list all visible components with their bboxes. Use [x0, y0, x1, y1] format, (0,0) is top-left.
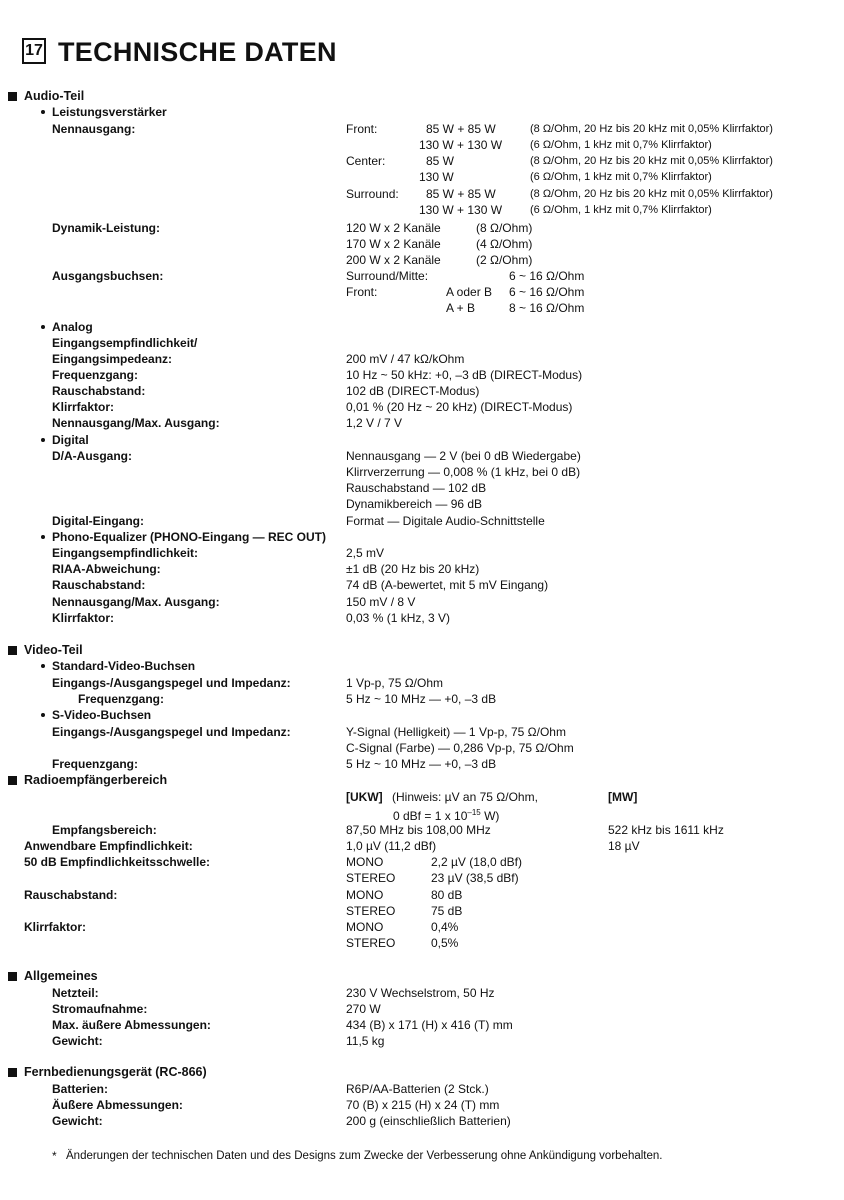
- bullet-square-icon: [8, 972, 17, 981]
- buchsen-value: 8 ~ 16 Ω/Ohm: [509, 301, 585, 315]
- buchsen-ab: A oder B: [446, 285, 493, 299]
- spec-value: 270 W: [346, 1002, 381, 1016]
- buchsen-value: 6 ~ 16 Ω/Ohm: [509, 269, 585, 283]
- spec-value: 87,50 MHz bis 108,00 MHz: [346, 823, 491, 837]
- spec-value: 0,03 % (1 kHz, 3 V): [346, 611, 451, 625]
- center-label: Center:: [346, 154, 386, 168]
- radio-note: [393, 806, 499, 823]
- spec-value: 0,01 % (20 Hz ~ 20 kHz) (DIRECT-Modus): [346, 400, 573, 414]
- mw-value: 18 µV: [608, 839, 640, 853]
- spec-label: Netzteil:: [52, 986, 99, 1000]
- section-number-box: 17: [22, 38, 46, 64]
- buchsen-value: 6 ~ 16 Ω/Ohm: [509, 285, 585, 299]
- dbf-unit: W): [480, 809, 500, 823]
- power-note: (6 Ω/Ohm, 1 kHz mit 0,7% Klirrfaktor): [530, 139, 712, 151]
- buchsen-ab: A + B: [446, 301, 476, 315]
- spec-value: Klirrverzerrung — 0,008 % (1 kHz, bei 0 dB): [346, 465, 581, 479]
- spec-value: Y-Signal (Helligkeit) — 1 Vp-p, 75 Ω/Ohm: [346, 725, 566, 739]
- dynamik-note: (8 Ω/Ohm): [476, 221, 533, 235]
- surround-label: Surround:: [346, 187, 399, 201]
- spec-value: 1,2 V / 7 V: [346, 416, 403, 430]
- spec-label: Rauschabstand:: [24, 888, 118, 902]
- front-label: Front:: [346, 122, 378, 136]
- spec-value: 2,2 µV (18,0 dBf): [431, 855, 522, 869]
- spec-label: 50 dB Empfindlichkeitsschwelle:: [24, 855, 211, 869]
- spec-label: Nennausgang/Max. Ausgang:: [52, 595, 220, 609]
- bullet-dot-icon: [41, 535, 45, 539]
- spec-label: D/A-Ausgang:: [52, 449, 132, 463]
- dynamik-note: (2 Ω/Ohm): [476, 253, 533, 267]
- buchsen-sub: Front:: [346, 285, 378, 299]
- mono-label: MONO: [346, 855, 384, 869]
- power-note: (6 Ω/Ohm, 1 kHz mit 0,7% Klirrfaktor): [530, 171, 712, 183]
- page-title: TECHNISCHE DATEN: [58, 37, 337, 67]
- spec-value: 75 dB: [431, 904, 463, 918]
- power-value: 130 W + 130 W: [419, 138, 503, 152]
- radio-heading: Radioempfängerbereich: [24, 773, 168, 787]
- spec-label: Anwendbare Empfindlichkeit:: [24, 839, 193, 853]
- spec-value: 10 Hz ~ 50 kHz: +0, –3 dB (DIRECT-Modus): [346, 368, 583, 382]
- stereo-label: STEREO: [346, 871, 396, 885]
- mono-label: MONO: [346, 920, 384, 934]
- power-value: 85 W + 85 W: [426, 187, 496, 201]
- std-video-heading: Standard-Video-Buchsen: [52, 659, 196, 673]
- spec-label: Klirrfaktor:: [52, 611, 115, 625]
- spec-label: Empfangsbereich:: [52, 823, 157, 837]
- spec-value: 0,5%: [431, 936, 459, 950]
- bullet-square-icon: [8, 776, 17, 785]
- spec-value: 74 dB (A-bewertet, mit 5 mV Eingang): [346, 578, 549, 592]
- spec-label: Eingangsimpedeanz:: [52, 352, 173, 366]
- spec-value: 5 Hz ~ 10 MHz — +0, –3 dB: [346, 692, 497, 706]
- dbf-text: 0 dBf = 1 x 10: [393, 809, 468, 823]
- spec-label: Max. äußere Abmessungen:: [52, 1018, 211, 1032]
- power-value: 130 W: [419, 170, 454, 184]
- spec-value: R6P/AA-Batterien (2 Stck.): [346, 1082, 489, 1096]
- bullet-square-icon: [8, 92, 17, 101]
- stereo-label: STEREO: [346, 904, 396, 918]
- spec-value: 11,5 kg: [346, 1034, 385, 1048]
- spec-value: 70 (B) x 215 (H) x 24 (T) mm: [346, 1098, 500, 1112]
- spec-label: Rauschabstand:: [52, 384, 146, 398]
- spec-value: 1,0 µV (11,2 dBf): [346, 839, 437, 853]
- dynamik-label: Dynamik-Leistung:: [52, 221, 161, 235]
- buchsen-sub: Surround/Mitte:: [346, 269, 429, 283]
- bullet-dot-icon: [41, 438, 45, 442]
- bullet-square-icon: [8, 1068, 17, 1077]
- svideo-heading: S-Video-Buchsen: [52, 708, 152, 722]
- power-value: 85 W + 85 W: [426, 122, 496, 136]
- audio-heading: Audio-Teil: [24, 89, 85, 103]
- spec-value: Nennausgang — 2 V (bei 0 dB Wiedergabe): [346, 449, 581, 463]
- spec-value: 2,5 mV: [346, 546, 385, 560]
- spec-label: Äußere Abmessungen:: [52, 1098, 183, 1112]
- spec-label: Klirrfaktor:: [52, 400, 115, 414]
- power-value: 130 W + 130 W: [419, 203, 503, 217]
- spec-label: Eingangs-/Ausgangspegel und Impedanz:: [52, 725, 291, 739]
- amp-heading: Leistungsverstärker: [52, 105, 167, 119]
- analog-heading: Analog: [52, 320, 93, 334]
- spec-value: 150 mV / 8 V: [346, 595, 416, 609]
- spec-label: Stromaufnahme:: [52, 1002, 148, 1016]
- bullet-square-icon: [8, 646, 17, 655]
- nennausgang-label: Nennausgang:: [52, 122, 136, 136]
- mono-label: MONO: [346, 888, 384, 902]
- spec-label: Klirrfaktor:: [24, 920, 87, 934]
- spec-label: Batterien:: [52, 1082, 109, 1096]
- spec-label: Gewicht:: [52, 1114, 103, 1128]
- spec-label: Eingangsempfindlichkeit:: [52, 546, 199, 560]
- dynamik-value: 120 W x 2 Kanäle: [346, 221, 441, 235]
- radio-note: (Hinweis: µV an 75 Ω/Ohm,: [392, 790, 538, 804]
- spec-label: Digital-Eingang:: [52, 514, 144, 528]
- spec-value: 102 dB (DIRECT-Modus): [346, 384, 480, 398]
- spec-value: C-Signal (Farbe) — 0,286 Vp-p, 75 Ω/Ohm: [346, 741, 574, 755]
- power-note: (6 Ω/Ohm, 1 kHz mit 0,7% Klirrfaktor): [530, 204, 712, 216]
- mw-value: 522 kHz bis 1611 kHz: [608, 823, 724, 837]
- spec-label: Eingangsempfindlichkeit/: [52, 336, 198, 350]
- spec-value: 200 mV / 47 kΩ/kOhm: [346, 352, 465, 366]
- dynamik-value: 170 W x 2 Kanäle: [346, 237, 441, 251]
- spec-label: Gewicht:: [52, 1034, 103, 1048]
- power-value: 85 W: [426, 154, 455, 168]
- spec-label: Frequenzgang:: [52, 757, 138, 771]
- bullet-dot-icon: [41, 713, 45, 717]
- remote-heading: Fernbedienungsgerät (RC-866): [24, 1065, 207, 1079]
- mw-heading: [MW]: [608, 790, 638, 804]
- spec-value: Format — Digitale Audio-Schnittstelle: [346, 514, 545, 528]
- spec-label: RIAA-Abweichung:: [52, 562, 161, 576]
- dbf-exponent: –15: [467, 808, 481, 817]
- spec-value: 200 g (einschließlich Batterien): [346, 1114, 511, 1128]
- spec-label: Frequenzgang:: [78, 692, 164, 706]
- video-heading: Video-Teil: [24, 643, 83, 657]
- spec-value: 230 V Wechselstrom, 50 Hz: [346, 986, 495, 1000]
- spec-value: 434 (B) x 171 (H) x 416 (T) mm: [346, 1018, 513, 1032]
- digital-heading: Digital: [52, 433, 89, 447]
- bullet-dot-icon: [41, 664, 45, 668]
- spec-label: Nennausgang/Max. Ausgang:: [52, 416, 220, 430]
- power-note: (8 Ω/Ohm, 20 Hz bis 20 kHz mit 0,05% Klirrfaktor): [530, 123, 773, 135]
- spec-label: Rauschabstand:: [52, 578, 146, 592]
- stereo-label: STEREO: [346, 936, 396, 950]
- spec-label: Frequenzgang:: [52, 368, 138, 382]
- spec-value: Dynamikbereich — 96 dB: [346, 497, 483, 511]
- phono-heading: Phono-Equalizer (PHONO-Eingang — REC OUT): [52, 530, 326, 544]
- ausgangsbuchsen-label: Ausgangsbuchsen:: [52, 269, 164, 283]
- bullet-dot-icon: [41, 110, 45, 114]
- power-note: (8 Ω/Ohm, 20 Hz bis 20 kHz mit 0,05% Klirrfaktor): [530, 188, 773, 200]
- footnote-text: Änderungen der technischen Daten und des Designs zum Zwecke der Verbesserung ohne Ankündigung vorbehalten.: [66, 1150, 663, 1162]
- footnote-star: *: [52, 1149, 57, 1163]
- spec-value: 23 µV (38,5 dBf): [431, 871, 519, 885]
- dynamik-note: (4 Ω/Ohm): [476, 237, 533, 251]
- ukw-heading: [UKW]: [346, 790, 383, 804]
- spec-value: ±1 dB (20 Hz bis 20 kHz): [346, 562, 480, 576]
- spec-value: 0,4%: [431, 920, 459, 934]
- spec-label: Eingangs-/Ausgangspegel und Impedanz:: [52, 676, 291, 690]
- bullet-dot-icon: [41, 325, 45, 329]
- spec-value: Rauschabstand — 102 dB: [346, 481, 487, 495]
- dynamik-value: 200 W x 2 Kanäle: [346, 253, 441, 267]
- spec-value: 80 dB: [431, 888, 463, 902]
- general-heading: Allgemeines: [24, 969, 98, 983]
- spec-value: 5 Hz ~ 10 MHz — +0, –3 dB: [346, 757, 497, 771]
- power-note: (8 Ω/Ohm, 20 Hz bis 20 kHz mit 0,05% Klirrfaktor): [530, 155, 773, 167]
- spec-value: 1 Vp-p, 75 Ω/Ohm: [346, 676, 444, 690]
